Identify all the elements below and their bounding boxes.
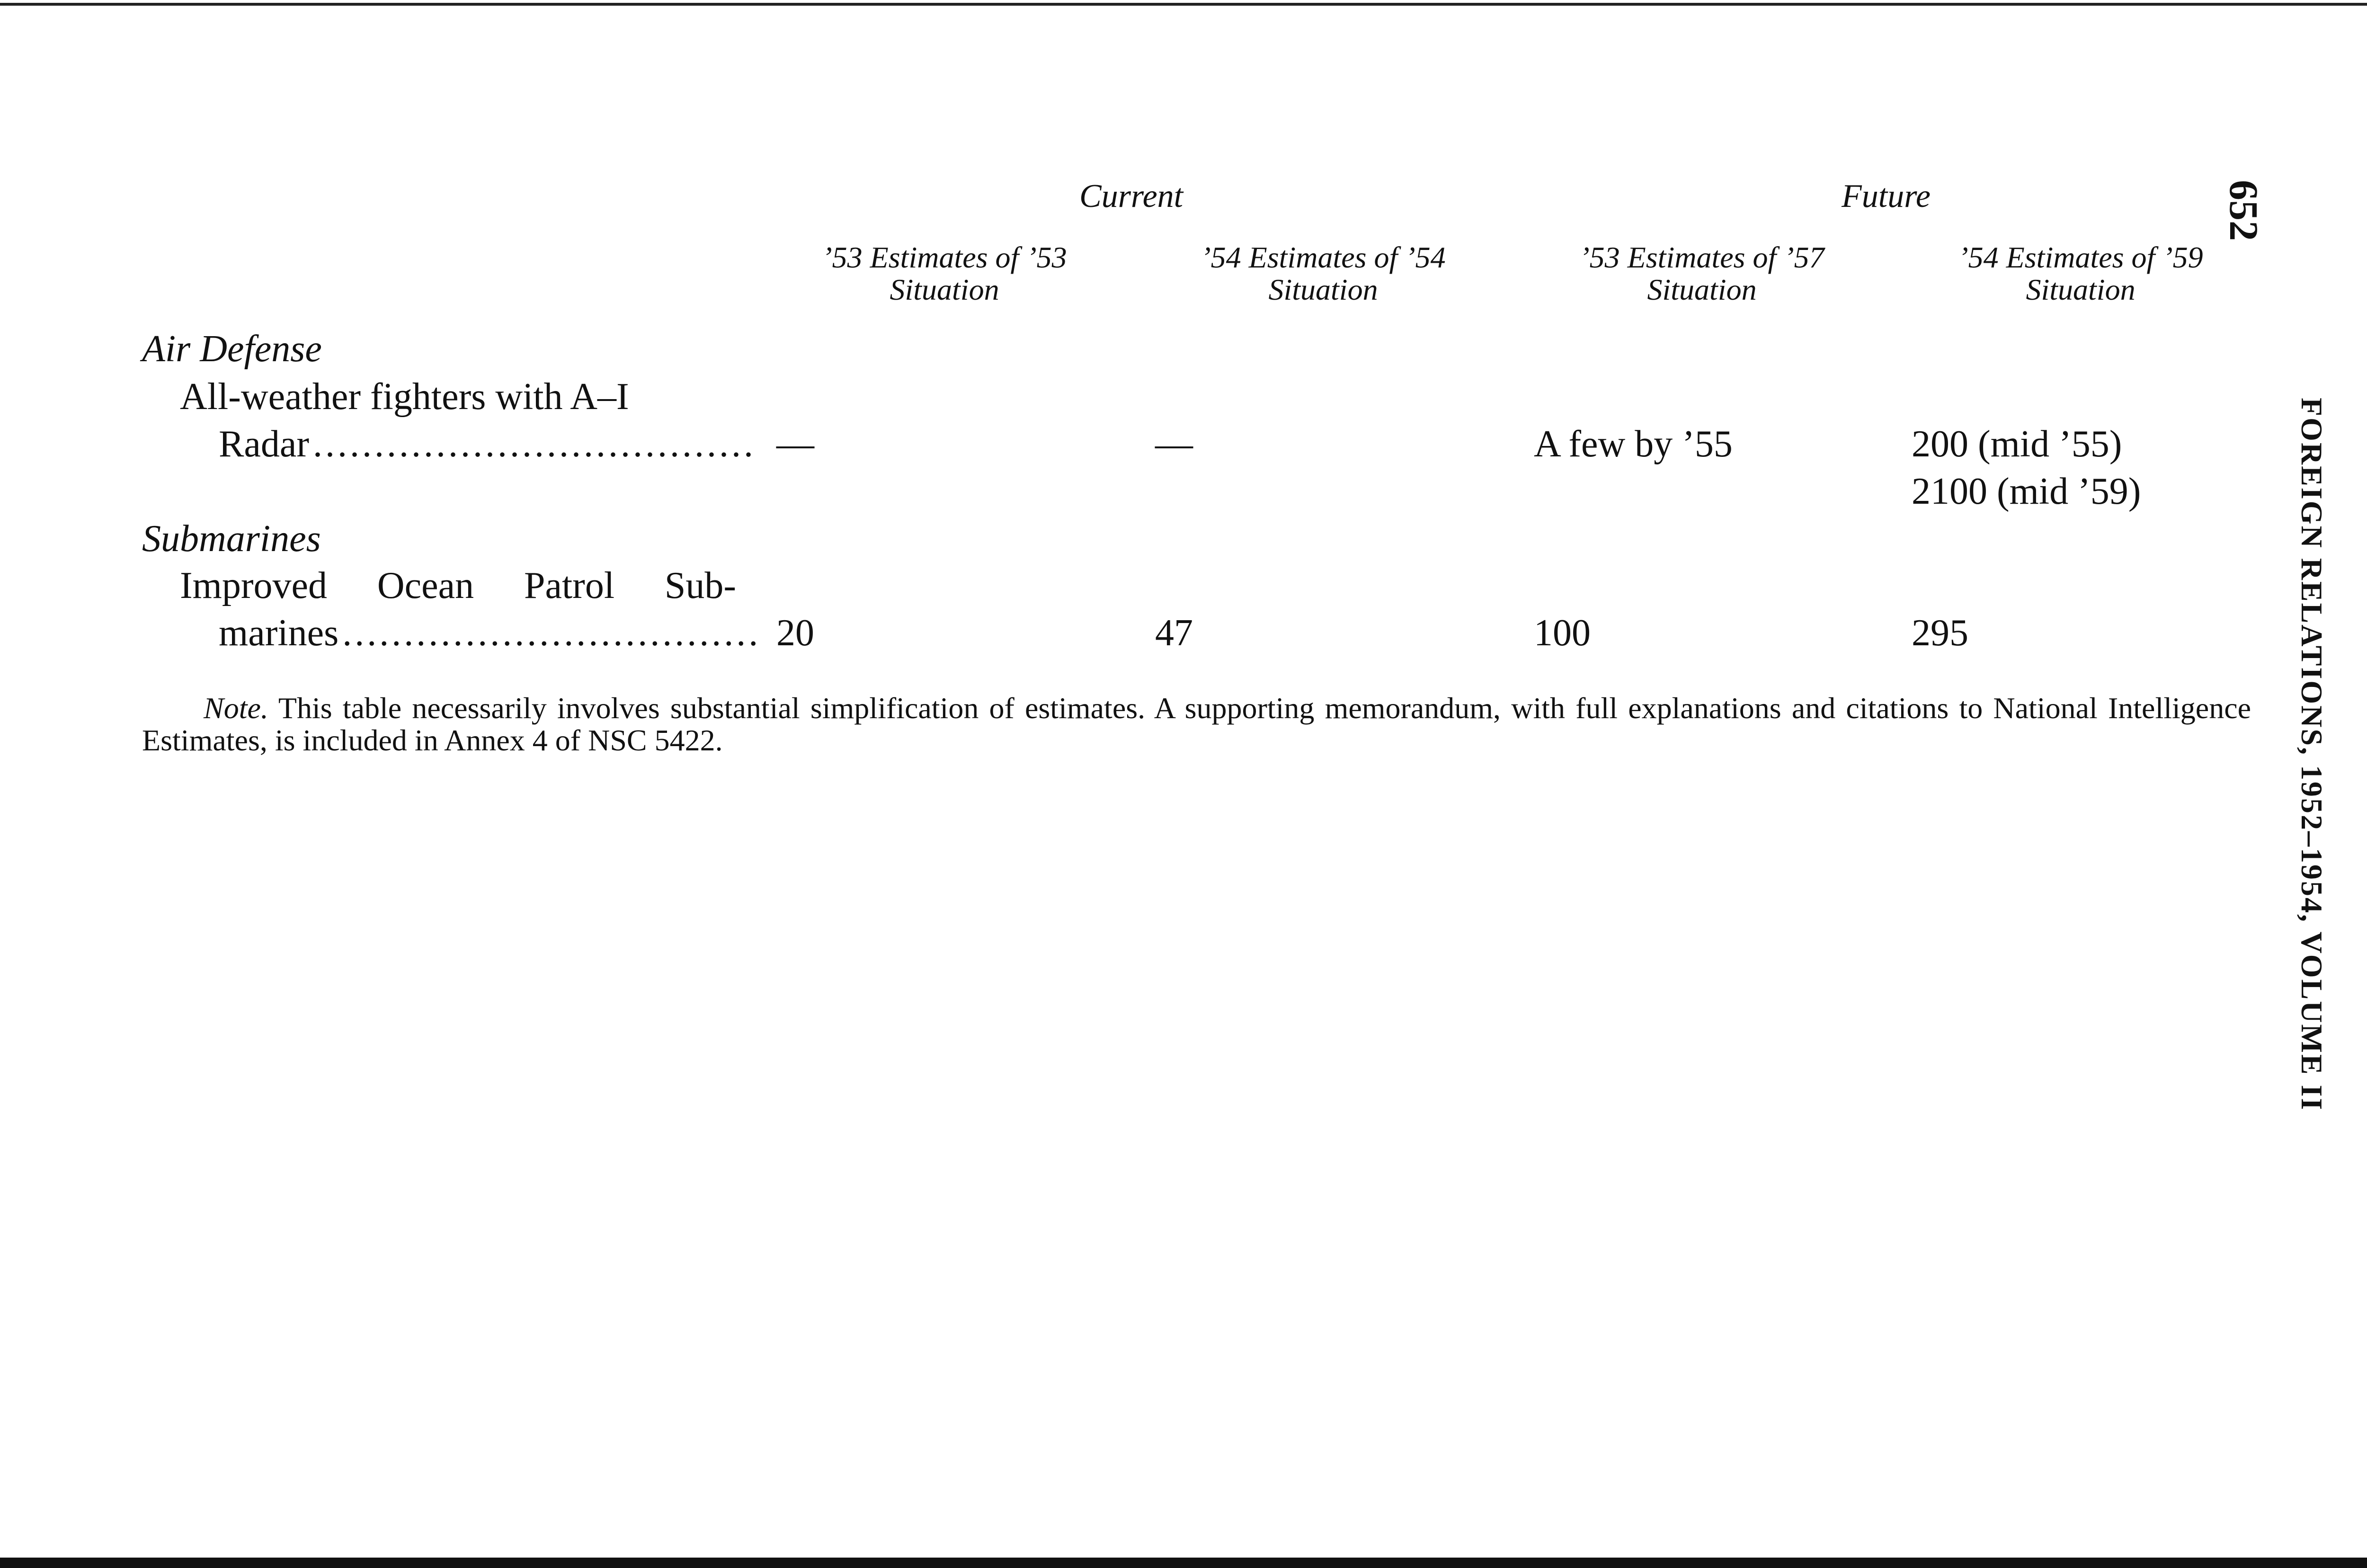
column-header-2-line1: ’54 Estimates of ’54 — [1201, 241, 1446, 274]
running-head: FOREIGN RELATIONS, 1952–1954, VOLUME II — [2295, 398, 2329, 1112]
column-header-4 — [1901, 241, 2260, 306]
row-air-defense-item-line2 — [219, 423, 757, 466]
cell-air-defense-col4: 200 (mid ’55) — [1912, 423, 2122, 465]
cell-air-defense-col1: — — [776, 423, 814, 465]
cell-submarines-col4: 295 — [1912, 612, 1968, 654]
row-submarines-item-line1: Improved Ocean Patrol Sub- — [180, 565, 736, 606]
cell-submarines-col2: 47 — [1155, 612, 1193, 654]
note-text: This table necessarily involves substantial simplification of estimates. A supporting memorandum, with full explanations and citations to National Intelligence Estimates, is included in Annex 4 of NSC 5422. — [142, 691, 2251, 757]
cell-submarines-col3: 100 — [1534, 612, 1591, 654]
note-label: Note. — [204, 691, 268, 725]
cell-air-defense-col3: A few by ’55 — [1534, 423, 1733, 465]
section-label-air-defense: Air Defense — [142, 328, 322, 370]
column-header-3 — [1522, 241, 1882, 306]
section-label-submarines: Submarines — [142, 518, 321, 560]
dot-leader — [313, 423, 757, 466]
bottom-border-rule — [0, 1558, 2367, 1568]
column-header-4-line2: Situation — [2026, 273, 2136, 306]
group-header-future: Future — [1842, 178, 1931, 214]
cell-air-defense-col2: — — [1155, 423, 1193, 465]
row-air-defense-item-label: Radar — [219, 423, 310, 465]
dot-leader — [342, 612, 757, 655]
column-header-2-line2: Situation — [1268, 273, 1378, 306]
cell-air-defense-col4-extra: 2100 (mid ’59) — [1912, 471, 2141, 512]
group-header-current: Current — [1079, 178, 1184, 214]
column-header-4-line1: ’54 Estimates of ’59 — [1958, 241, 2203, 274]
column-header-2 — [1143, 241, 1503, 306]
row-submarines-item-line2 — [219, 612, 757, 655]
cell-submarines-col1: 20 — [776, 612, 814, 654]
column-header-3-line2: Situation — [1647, 273, 1757, 306]
top-border-rule — [0, 3, 2367, 6]
row-air-defense-item-line1: All-weather fighters with A–I — [180, 376, 629, 418]
column-header-1-line1: ’53 Estimates of ’53 — [822, 241, 1067, 274]
row-submarines-item-label: marines — [219, 612, 339, 654]
page-number: 652 — [2221, 180, 2267, 241]
column-header-1 — [765, 241, 1124, 306]
column-header-3-line1: ’53 Estimates of ’57 — [1579, 241, 1824, 274]
column-header-1-line2: Situation — [890, 273, 999, 306]
table-note — [142, 692, 2251, 757]
